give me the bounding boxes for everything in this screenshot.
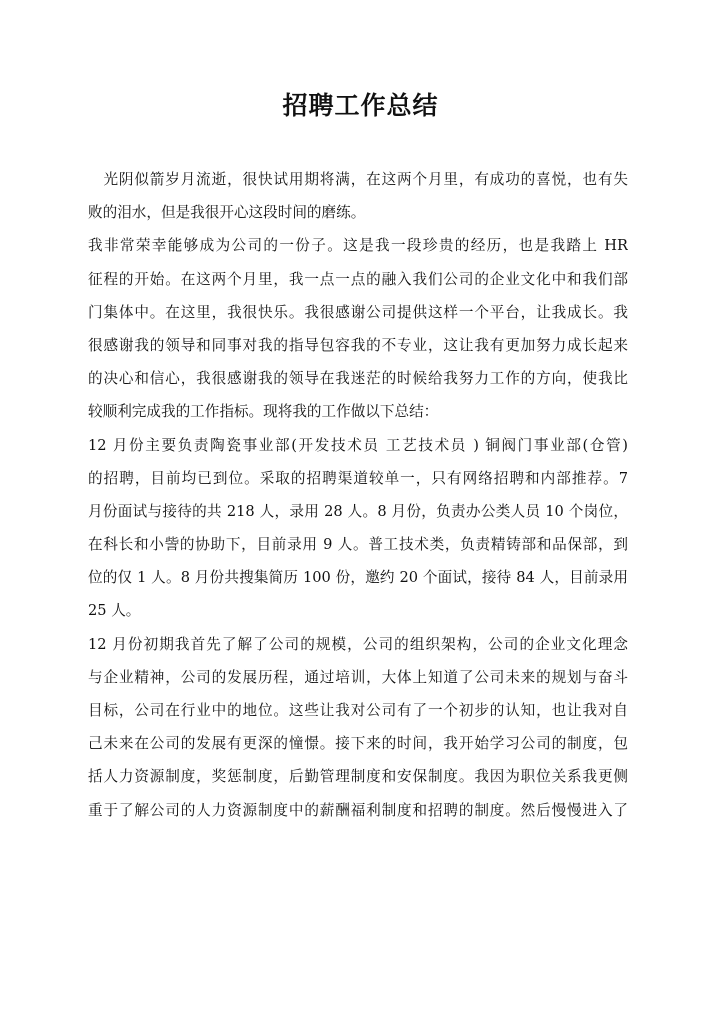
paragraph-line: 重于了解公司的人力资源制度中的薪酬福利制度和招聘的制度。然后慢慢进入了: [88, 801, 628, 819]
paragraph-line: 目标，公司在行业中的地位。这些让我对公司有了一个初步的认知，也让我对自: [88, 702, 628, 719]
paragraph-line: 的招聘，目前均已到位。采取的招聘渠道较单一，只有网络招聘和内部推荐。7: [88, 469, 628, 487]
paragraph-line: 败的泪水，但是我很开心这段时间的磨练。: [88, 204, 366, 222]
paragraph-line: 12 月份初期我首先了解了公司的规模，公司的组织架构，公司的企业文化理念: [88, 635, 628, 653]
paragraph-line: 我非常荣幸能够成为公司的一份子。这是我一段珍贵的经历，也是我踏上 HR: [88, 237, 628, 255]
paragraph-line: 门集体中。在这里，我很快乐。我很感谢公司提供这样一个平台，让我成长。我: [88, 303, 628, 321]
paragraph-line: 很感谢我的领导和同事对我的指导包容我的不专业，这让我有更加努力成长起来: [88, 336, 628, 354]
paragraph-line: 25 人。: [88, 602, 141, 620]
paragraph-line: 己未来在公司的发展有更深的憧憬。接下来的时间，我开始学习公司的制度，包: [88, 735, 628, 753]
paragraph-line: 在科长和小訾的协助下，目前录用 9 人。普工技术类，负责精铸部和品保部，到: [88, 536, 628, 554]
paragraph-line: 光阴似箭岁月流逝，很快试用期将满，在这两个月里，有成功的喜悦，也有失: [88, 171, 628, 188]
paragraph-line: 较顺利完成我的工作指标。现将我的工作做以下总结：: [88, 403, 439, 421]
paragraph-line: 括人力资源制度，奖惩制度，后勤管理制度和安保制度。我因为职位关系我更侧: [88, 768, 628, 786]
paragraph-line: 12 月份主要负责陶瓷事业部(开发技术员 工艺技术员 ) 铜阀门事业部(仓管): [88, 436, 628, 454]
document-body: [88, 169, 628, 833]
paragraph-line: 的决心和信心，我很感谢我的领导在我迷茫的时候给我努力工作的方向，使我比: [88, 370, 628, 388]
paragraph-line: 征程的开始。在这两个月里，我一点一点的融入我们公司的企业文化中和我们部: [88, 270, 628, 288]
paragraph-line: 月份面试与接待的共 218 人，录用 28 人。8 月份，负责办公类人员 10 个岗位，: [88, 502, 628, 520]
paragraph-line: 与企业精神，公司的发展历程，通过培训，大体上知道了公司未来的规划与奋斗: [88, 668, 628, 686]
paragraph-line: 位的仅 1 人。8 月份共搜集简历 100 份，邀约 20 个面试，接待 84 人，目前录用: [88, 569, 628, 587]
document-title: 招聘工作总结: [282, 91, 439, 120]
